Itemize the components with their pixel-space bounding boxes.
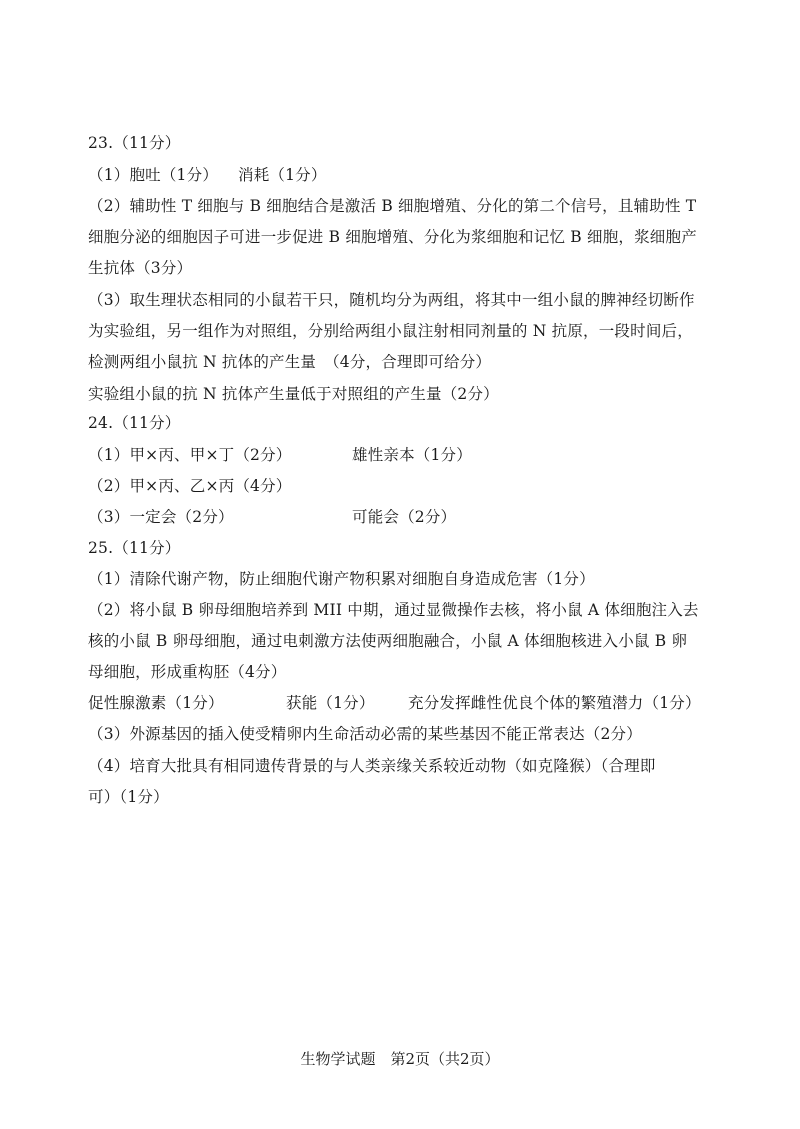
q24-part1-answer-b: 雄性亲本（1分）	[352, 446, 472, 464]
page-footer: 生物学试题 第2页（共2页）	[300, 1050, 500, 1068]
q25-part3-line: （3）外源基因的插入使受精卵内生命活动必需的某些基因不能正常表达（2分）	[88, 725, 642, 743]
q23-header: 23.（11分）	[88, 134, 181, 152]
q25-part4-line1: （4）培育大批具有相同遗传背景的与人类亲缘关系较近动物（如克隆猴）（合理即	[88, 757, 656, 775]
q25-part2-answer-a: 促性腺激素（1分）	[88, 694, 224, 712]
q23-part2-line2: 细胞分泌的细胞因子可进一步促进 B 细胞增殖、分化为浆细胞和记忆 B 细胞，浆细胞产	[88, 228, 697, 246]
q25-part2-line3: 母细胞，形成重构胚（4分）	[88, 663, 287, 681]
q25-part2-answer-b: 获能（1分）	[286, 694, 375, 712]
q23-part3-line3: 检测两组小鼠抗 N 抗体的产生量 （4分，合理即可给分）	[88, 353, 492, 371]
q23-part3-line1: （3）取生理状态相同的小鼠若干只，随机均分为两组，将其中一组小鼠的脾神经切断作	[88, 291, 695, 309]
q23-part2-line1: （2）辅助性 T 细胞与 B 细胞结合是激活 B 细胞增殖、分化的第二个信号，且辅助性 T	[88, 197, 697, 215]
q23-part3-line2: 为实验组，另一组作为对照组，分别给两组小鼠注射相同剂量的 N 抗原，一段时间后，	[88, 322, 693, 340]
q23-part3-line4: 实验组小鼠的抗 N 抗体产生量低于对照组的产生量（2分）	[88, 385, 499, 403]
q25-part2-answer-c: 充分发挥雌性优良个体的繁殖潜力（1分）	[408, 694, 701, 712]
q24-part1-answer-a: （1）甲×丙、甲×丁（2分）	[88, 446, 292, 464]
q23-part1-answer-b: 消耗（1分）	[238, 166, 327, 184]
q25-part1-line: （1）清除代谢产物，防止细胞代谢产物积累对细胞自身造成危害（1分）	[88, 570, 595, 588]
q24-part3-line	[88, 507, 688, 527]
q24-part2-line: （2）甲×丙、乙×丙（4分）	[88, 477, 292, 495]
q23-part1-answer-a: （1）胞吐（1分）	[88, 166, 219, 184]
q23-part1-line	[88, 165, 688, 185]
q25-part4-line2: 可）（1分）	[88, 788, 169, 806]
q24-header: 24.（11分）	[88, 414, 181, 432]
q24-part3-answer-b: 可能会（2分）	[352, 508, 457, 526]
q25-part2-line4	[88, 693, 728, 713]
q25-part2-line2: 核的小鼠 B 卵母细胞，通过电刺激方法使两细胞融合，小鼠 A 体细胞核进入小鼠 B 卵	[88, 632, 688, 650]
q23-part2-line3: 生抗体（3分）	[88, 259, 193, 277]
q24-part3-answer-a: （3）一定会（2分）	[88, 508, 234, 526]
q25-header: 25.（11分）	[88, 539, 181, 557]
q25-part2-line1: （2）将小鼠 B 卵母细胞培养到 MII 中期，通过显微操作去核，将小鼠 A 体细胞注入去	[88, 601, 699, 619]
q24-part1-line	[88, 445, 688, 465]
